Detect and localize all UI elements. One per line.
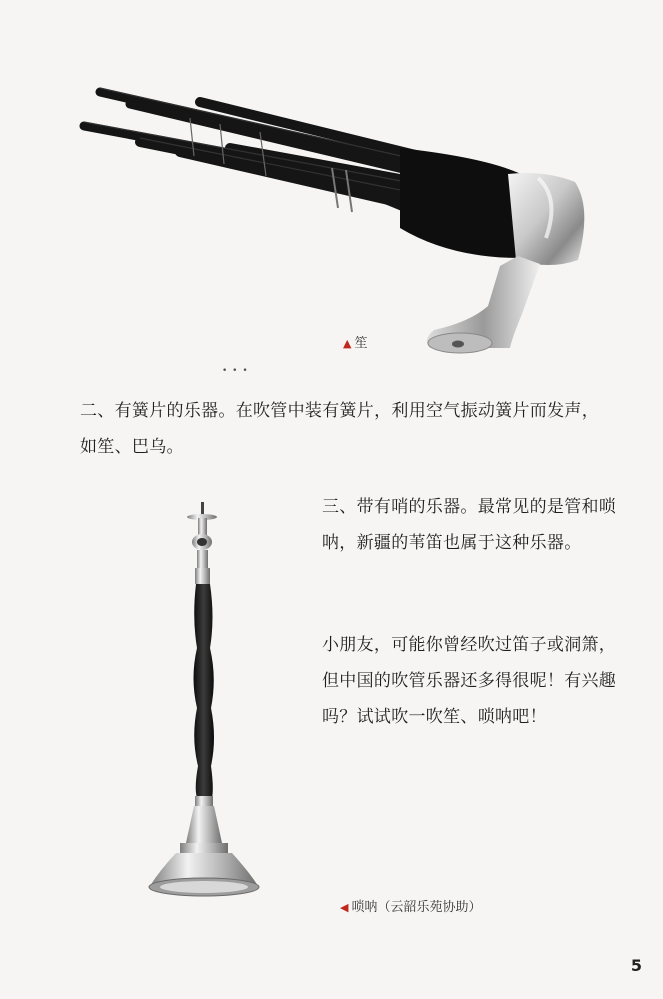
decorative-dots: • • • <box>222 366 249 376</box>
paragraph-whistle-instruments: 三、带有哨的乐器。最常见的是管和唢呐，新疆的苇笛也属于这种乐器。 <box>322 497 617 553</box>
sheng-photo <box>70 78 600 368</box>
caption-triangle-icon: ▲ <box>343 337 352 350</box>
caption-triangle-icon: ◀ <box>340 901 349 914</box>
page-number: 5 <box>630 956 642 975</box>
sheng-caption-text: 笙 <box>354 336 368 351</box>
suona-caption <box>340 896 481 915</box>
sheng-caption <box>343 332 367 351</box>
suona-caption-text: 唢呐（云韶乐苑协助） <box>351 900 482 915</box>
paragraph-kids-note: 小朋友，可能你曾经吹过笛子或洞箫，但中国的吹管乐器还多得很呢！有兴趣吗？试试吹一吹笙、唢呐吧！ <box>322 635 617 727</box>
paragraph-reed-instruments: 二、有簧片的乐器。在吹管中装有簧片，利用空气振动簧片而发声，如笙、巴乌。 <box>80 401 599 457</box>
suona-photo <box>140 498 270 908</box>
